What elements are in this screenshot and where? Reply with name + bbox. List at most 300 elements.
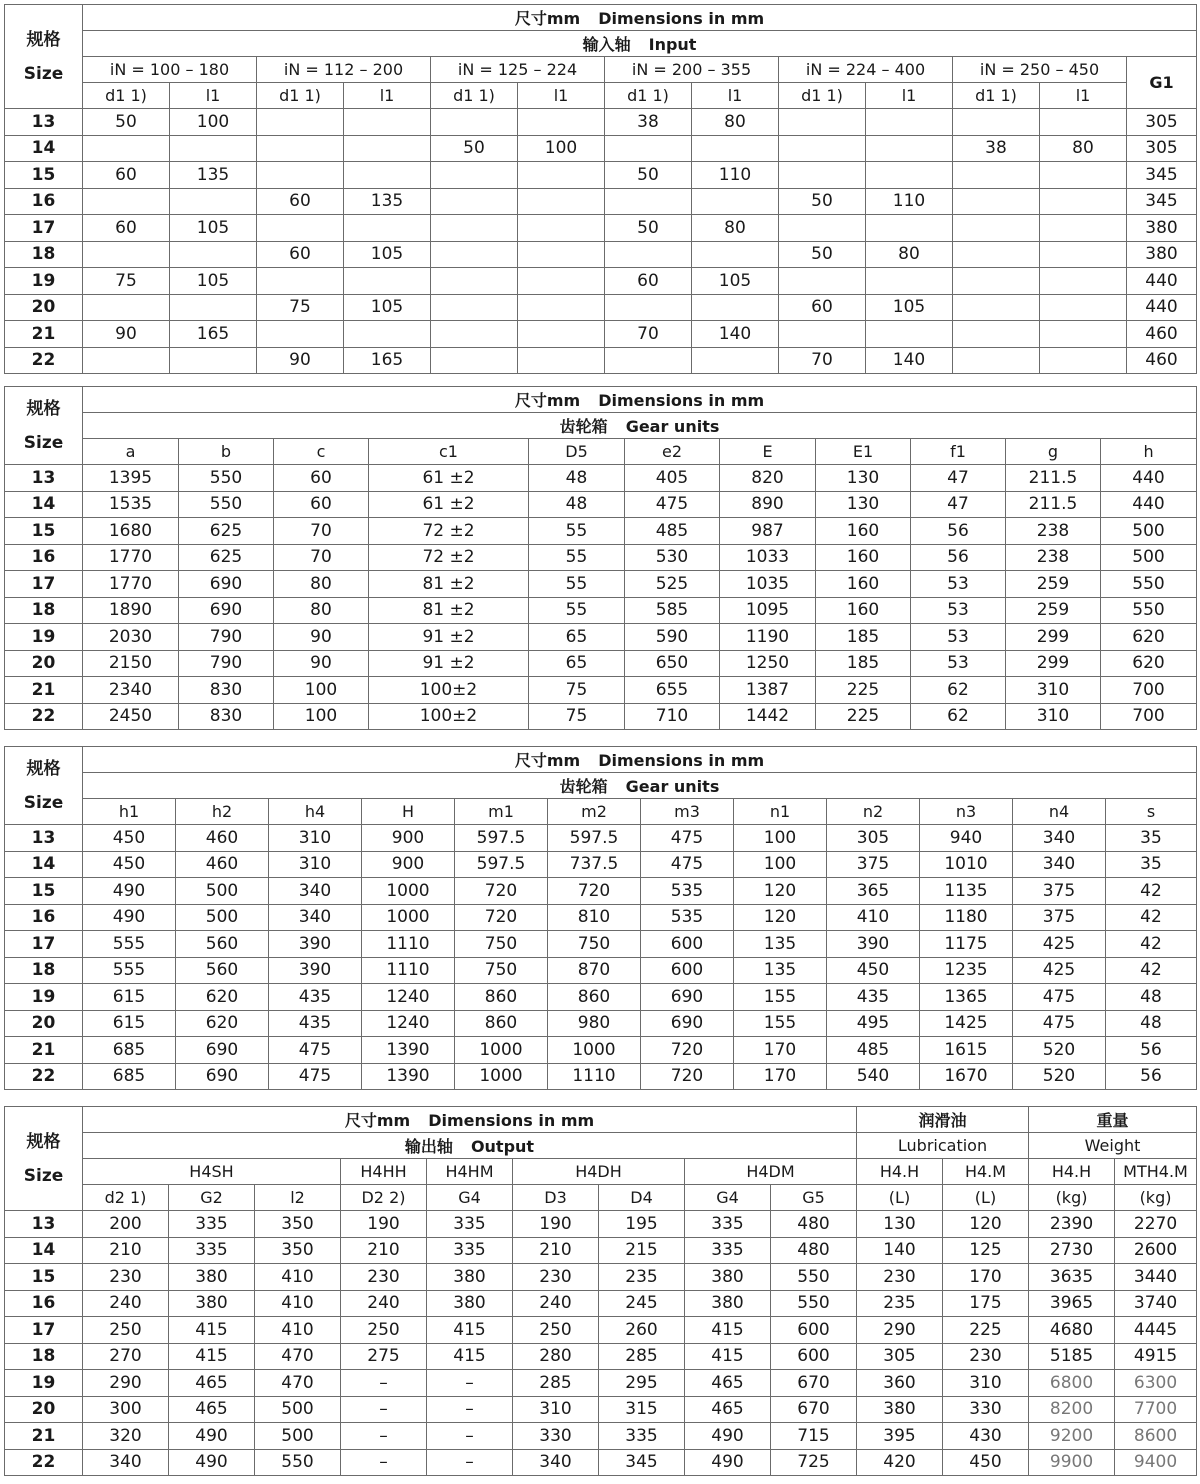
cell [779,162,866,189]
cell [431,347,518,374]
table-row [5,188,1197,215]
cell: 2600 [1115,1237,1197,1264]
cell: 460 [1127,347,1197,374]
cell: 160 [816,544,911,571]
cell: 81 ±2 [369,597,529,624]
col-header: D3 [513,1185,599,1211]
cell [779,321,866,348]
cell: 125 [943,1237,1029,1264]
cell: 155 [734,984,827,1011]
cell: 410 [255,1264,341,1291]
cell: 490 [83,904,176,931]
cell: 42 [1106,904,1197,931]
col-header: n4 [1013,799,1106,825]
table-row [5,677,1197,704]
cell: 280 [513,1343,599,1370]
row-size: 21 [5,1037,83,1064]
col-header: s [1106,799,1197,825]
cell: 470 [255,1370,341,1397]
row-size: 19 [5,624,83,651]
cell [1040,188,1127,215]
col-header: d2 1) [83,1185,169,1211]
row-size: 13 [5,109,83,136]
cell: 211.5 [1006,491,1101,518]
cell [953,347,1040,374]
cell [170,347,257,374]
col-header: (kg) [1115,1185,1197,1211]
cell [953,321,1040,348]
dims-header: 尺寸mm Dimensions in mm [83,5,1197,31]
cell: 48 [529,465,625,492]
cell: 600 [771,1343,857,1370]
lub-h-header: H4.H [857,1159,943,1185]
cell: 725 [771,1449,857,1476]
table-row [5,1063,1197,1090]
cell [344,135,431,162]
col-header: c [274,439,369,465]
cell: 380 [857,1396,943,1423]
row-size: 14 [5,1237,83,1264]
row-size: 17 [5,1317,83,1344]
cell: 56 [1106,1037,1197,1064]
cell: 250 [341,1317,427,1344]
cell: 380 [685,1264,771,1291]
size-header: 规格 Size [5,5,83,109]
cell: 140 [866,347,953,374]
table-row [5,1423,1197,1450]
cell: 90 [274,650,369,677]
cell [518,188,605,215]
col-header: d1 1) [605,83,692,109]
cell: 590 [625,624,720,651]
cell [866,268,953,295]
cell: 1095 [720,597,816,624]
col-header: l1 [1040,83,1127,109]
cell: 1190 [720,624,816,651]
lubrication-header-en: Lubrication [857,1133,1029,1159]
cell: 600 [641,957,734,984]
cell: 900 [362,851,455,878]
cell: 625 [179,518,274,545]
cell: 2270 [1115,1211,1197,1238]
cell: 270 [83,1343,169,1370]
col-header: m2 [548,799,641,825]
cell: 35 [1106,825,1197,852]
row-size: 21 [5,1423,83,1450]
table-row [5,294,1197,321]
col-header: f1 [911,439,1006,465]
cell [257,109,344,136]
table-row [5,571,1197,598]
cell: 500 [255,1396,341,1423]
cell [953,268,1040,295]
size-header: 规格 Size [5,1107,83,1211]
cell: 135 [734,931,827,958]
col-header: D4 [599,1185,685,1211]
table-row [5,703,1197,730]
row-size: 16 [5,1290,83,1317]
cell: 80 [274,571,369,598]
table-row [5,1290,1197,1317]
cell: 615 [83,1010,176,1037]
cell: 460 [176,851,269,878]
cell: 160 [816,597,911,624]
gear-units-table-1 [4,386,1197,730]
cell: 1000 [362,904,455,931]
table-row [5,904,1197,931]
cell: 415 [685,1317,771,1344]
section-header: 输入轴 Input [83,31,1197,57]
row-size: 19 [5,1370,83,1397]
row-size: 20 [5,1396,83,1423]
section-header: 输出轴 Output [83,1133,857,1159]
cell: 100 [734,825,827,852]
col-header: d1 1) [953,83,1040,109]
cell: 690 [641,1010,734,1037]
cell: 260 [599,1317,685,1344]
cell: 375 [1013,904,1106,931]
col-header: E [720,439,816,465]
cell: 38 [605,109,692,136]
cell: 105 [866,294,953,321]
cell: 315 [599,1396,685,1423]
cell: 465 [685,1370,771,1397]
cell: 290 [857,1317,943,1344]
ratio-group: iN = 112 – 200 [257,57,431,83]
table-row [5,984,1197,1011]
cell: 165 [344,347,431,374]
cell: 550 [771,1290,857,1317]
cell: 650 [625,650,720,677]
cell: 1425 [920,1010,1013,1037]
cell: 460 [1127,321,1197,348]
table-row [5,109,1197,136]
col-header: (L) [857,1185,943,1211]
row-size: 18 [5,241,83,268]
cell: 100 [518,135,605,162]
cell: 340 [1013,851,1106,878]
cell: 380 [427,1264,513,1291]
cell: 48 [529,491,625,518]
cell: 2030 [83,624,179,651]
cell: 415 [169,1317,255,1344]
cell: 135 [170,162,257,189]
cell [344,162,431,189]
cell: 55 [529,544,625,571]
cell: 340 [269,878,362,905]
cell: 2730 [1029,1237,1115,1264]
cell: 500 [1101,518,1197,545]
row-size: 15 [5,162,83,189]
cell: 215 [599,1237,685,1264]
cell [692,188,779,215]
cell: 105 [344,294,431,321]
cell [692,135,779,162]
cell: 690 [176,1037,269,1064]
model-h4dh: H4DH [513,1159,685,1185]
cell: 235 [857,1290,943,1317]
table-row [5,491,1197,518]
cell: 620 [176,1010,269,1037]
cell: 50 [779,188,866,215]
row-size: 22 [5,703,83,730]
cell: 240 [83,1290,169,1317]
cell: 2150 [83,650,179,677]
cell: 3965 [1029,1290,1115,1317]
ratio-group: iN = 100 – 180 [83,57,257,83]
cell: 655 [625,677,720,704]
cell: 305 [1127,135,1197,162]
cell [1040,162,1127,189]
ratio-group: iN = 200 – 355 [605,57,779,83]
cell: 500 [1101,544,1197,571]
col-header: n2 [827,799,920,825]
cell: 1240 [362,984,455,1011]
cell: 685 [83,1063,176,1090]
cell: 210 [513,1237,599,1264]
col-header: l1 [692,83,779,109]
table-row [5,544,1197,571]
cell [1040,241,1127,268]
cell: 1442 [720,703,816,730]
cell: 290 [83,1370,169,1397]
row-size: 22 [5,1063,83,1090]
table-row [5,321,1197,348]
cell: 225 [816,703,911,730]
cell: 860 [455,984,548,1011]
cell: 285 [599,1343,685,1370]
cell: 1010 [920,851,1013,878]
cell: 160 [816,571,911,598]
cell: 535 [641,878,734,905]
cell [605,347,692,374]
size-header: 规格 Size [5,387,83,465]
cell: 305 [827,825,920,852]
cell: 597.5 [455,851,548,878]
cell: 4680 [1029,1317,1115,1344]
table-row [5,931,1197,958]
section-header: 齿轮箱 Gear units [83,773,1197,799]
cell: 450 [83,825,176,852]
table-row [5,650,1197,677]
cell: 987 [720,518,816,545]
input-shaft-table [4,4,1197,374]
cell: 130 [816,491,911,518]
col-header: m1 [455,799,548,825]
cell: 2390 [1029,1211,1115,1238]
cell: 195 [599,1211,685,1238]
cell: 60 [83,162,170,189]
cell: 110 [692,162,779,189]
cell: 810 [548,904,641,931]
cell: – [427,1449,513,1476]
cell: 390 [269,931,362,958]
cell: 335 [169,1237,255,1264]
cell: 440 [1127,268,1197,295]
cell: 690 [176,1063,269,1090]
col-header: g [1006,439,1101,465]
cell: 475 [625,491,720,518]
cell [518,241,605,268]
cell: 435 [827,984,920,1011]
cell: 1000 [362,878,455,905]
cell: 345 [599,1449,685,1476]
cell: 597.5 [455,825,548,852]
cell [257,135,344,162]
cell [692,347,779,374]
cell: 1110 [362,957,455,984]
col-header: n3 [920,799,1013,825]
cell: 55 [529,597,625,624]
table-row [5,1370,1197,1397]
cell: 160 [816,518,911,545]
cell: 620 [1101,624,1197,651]
cell: 62 [911,677,1006,704]
col-header: D5 [529,439,625,465]
row-size: 16 [5,544,83,571]
table-row [5,268,1197,295]
col-header: d1 1) [83,83,170,109]
cell: 100±2 [369,677,529,704]
cell: 240 [513,1290,599,1317]
cell: 435 [269,1010,362,1037]
cell: 50 [605,162,692,189]
cell: 1250 [720,650,816,677]
cell: 750 [455,931,548,958]
cell: 53 [911,597,1006,624]
cell: 6300 [1115,1370,1197,1397]
cell: 1240 [362,1010,455,1037]
cell: 500 [176,878,269,905]
cell: 3635 [1029,1264,1115,1291]
cell [170,135,257,162]
cell [344,215,431,242]
col-header: e2 [625,439,720,465]
row-size: 22 [5,347,83,374]
cell: 70 [605,321,692,348]
cell: 710 [625,703,720,730]
cell: 105 [692,268,779,295]
cell: 2340 [83,677,179,704]
cell: 585 [625,597,720,624]
cell: 475 [641,825,734,852]
cell: 335 [685,1237,771,1264]
output-shaft-table [4,1106,1197,1476]
cell: 540 [827,1063,920,1090]
cell: 91 ±2 [369,624,529,651]
cell: 55 [529,518,625,545]
cell: 690 [641,984,734,1011]
cell [866,109,953,136]
col-header: m3 [641,799,734,825]
table-row [5,1396,1197,1423]
cell: 8200 [1029,1396,1115,1423]
cell [605,135,692,162]
cell [1040,294,1127,321]
cell: 830 [179,703,274,730]
cell: 430 [943,1423,1029,1450]
row-size: 17 [5,931,83,958]
cell: 8600 [1115,1423,1197,1450]
cell: 550 [771,1264,857,1291]
cell: 185 [816,624,911,651]
col-header: G2 [169,1185,255,1211]
cell [605,188,692,215]
table-row [5,1237,1197,1264]
cell: 105 [170,268,257,295]
cell: 490 [685,1449,771,1476]
cell: 700 [1101,677,1197,704]
cell: 3740 [1115,1290,1197,1317]
cell: 56 [911,544,1006,571]
cell: 420 [857,1449,943,1476]
cell [257,268,344,295]
cell: 520 [1013,1063,1106,1090]
cell: 48 [1106,1010,1197,1037]
cell: 100 [734,851,827,878]
cell: 720 [548,878,641,905]
cell: 80 [866,241,953,268]
cell: 720 [455,878,548,905]
cell: 55 [529,571,625,598]
table-row [5,1037,1197,1064]
cell: 53 [911,624,1006,651]
cell: 320 [83,1423,169,1450]
row-size: 15 [5,1264,83,1291]
cell: 50 [83,109,170,136]
cell: 360 [857,1370,943,1397]
cell [953,162,1040,189]
cell: 259 [1006,597,1101,624]
cell [1040,321,1127,348]
cell: 310 [1006,677,1101,704]
cell: 56 [1106,1063,1197,1090]
col-header: l2 [255,1185,341,1211]
cell: 335 [169,1211,255,1238]
cell: 62 [911,703,1006,730]
col-header: h [1101,439,1197,465]
cell: 1390 [362,1063,455,1090]
cell: 690 [179,597,274,624]
model-h4sh: H4SH [83,1159,341,1185]
cell: 830 [179,677,274,704]
cell [518,268,605,295]
cell: 335 [599,1423,685,1450]
col-header: E1 [816,439,911,465]
row-size: 21 [5,677,83,704]
col-header: l1 [170,83,257,109]
gear-units-table-2 [4,746,1197,1090]
cell: 1680 [83,518,179,545]
cell: 345 [1127,162,1197,189]
cell: 350 [255,1211,341,1238]
cell: 5185 [1029,1343,1115,1370]
cell: 56 [911,518,1006,545]
cell [779,109,866,136]
cell [779,215,866,242]
cell: 415 [169,1343,255,1370]
row-size: 20 [5,294,83,321]
cell: 305 [1127,109,1197,136]
cell: 4445 [1115,1317,1197,1344]
cell: 450 [83,851,176,878]
model-h4hh: H4HH [341,1159,427,1185]
cell: 70 [779,347,866,374]
cell: 475 [269,1063,362,1090]
cell: 135 [344,188,431,215]
cell: 470 [255,1343,341,1370]
cell [1040,268,1127,295]
